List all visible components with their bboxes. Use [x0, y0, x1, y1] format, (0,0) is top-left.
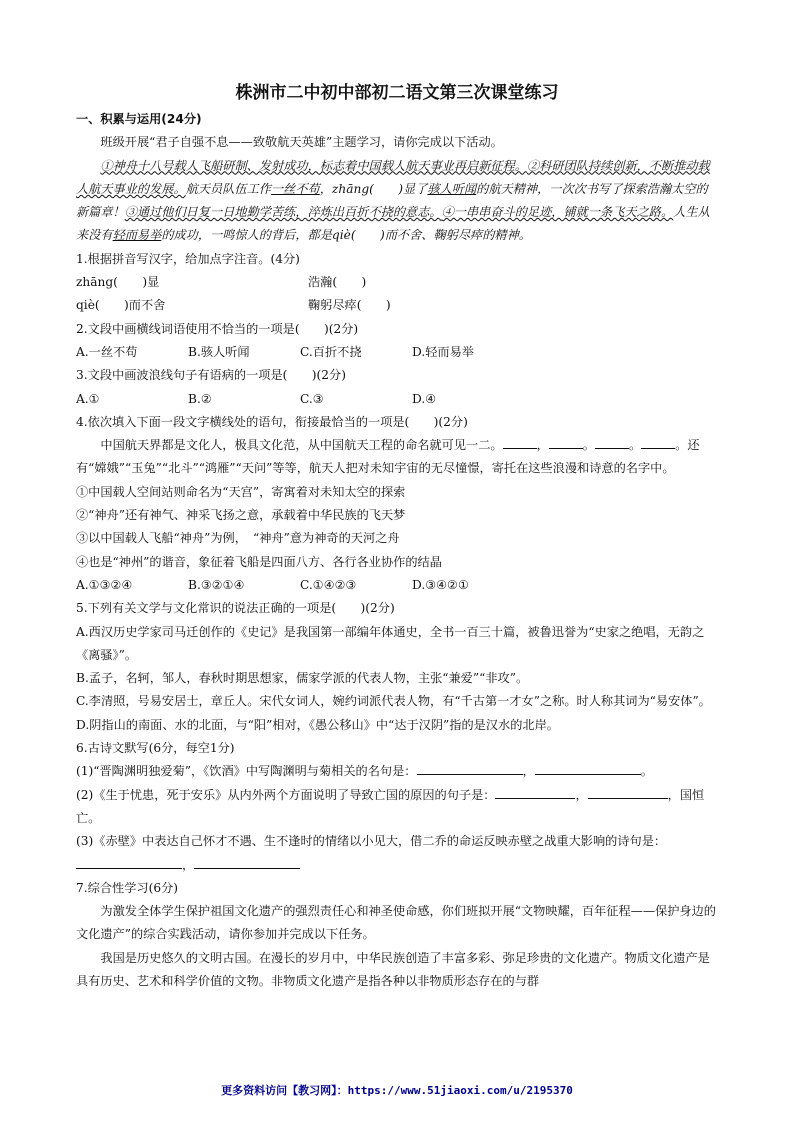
passage-sentence-1: ①神舟十八号载人飞船研制、发射成功，标志着中国载人航天事业再启新征程。 [100, 158, 527, 173]
question-4-paragraph: 中国航天界都是文化人，极具文化范，从中国航天工程的命名就可见一二。 ， 。 。 。还有“嫦娥”“玉兔”“北斗”“鸿雁”“天问”等等，航天人把对未知宇宙的无尽憧憬，寄托在这些浪漫和诗意的名字中。 [76, 434, 716, 481]
question-1-row [76, 294, 716, 317]
underlined-word-2: 骇人听闻 [427, 181, 477, 196]
question-2-stem: 2.文段中画横线词语使用不恰当的一项是( )(2分) [76, 321, 359, 336]
passage [76, 155, 716, 248]
q5-option-a: A.西汉历史学家司马迁创作的《史记》是我国第一部编年体通史，全书一百三十篇，被鲁迅誉为“史家之绝唱，无韵之《离骚》”。 [76, 624, 705, 662]
q4-item: ③以中国载人飞船“神舟”为例， “神舟”意为神奇的天河之舟 [76, 531, 400, 546]
answer-blank[interactable] [641, 434, 675, 449]
question-1-row [76, 271, 716, 294]
footer-link[interactable]: 更多资料访问【教习网】：https://www.51jiaoxi.com/u/2195370 [221, 1084, 573, 1097]
question-4-stem: 4.依次填入下面一段文字横线处的语句，衔接最恰当的一项是( )(2分) [76, 414, 468, 429]
q4-item: ②“神舟”还有神气、神采飞扬之意，承载着中华民族的飞天梦 [76, 508, 406, 523]
option-b: B.② [188, 391, 212, 406]
question-4-options [76, 574, 716, 597]
q4-item: ①中国载人空间站则命名为“天宫”，寄寓着对未知太空的探索 [76, 484, 406, 499]
answer-blank[interactable] [417, 760, 523, 775]
q7-paragraph-2: 我国是历史悠久的文明古国。在漫长的岁月中，中华民族创造了丰富多彩、弥足珍贵的文化遗产。物质文化遗产是具有历史、艺术和科学价值的文物。非物质文化遗产是指各种以非物质形态存在的与群 [76, 950, 710, 988]
answer-blank[interactable] [588, 784, 668, 799]
question-5-stem: 5.下列有关文学与文化常识的说法正确的一项是( )(2分) [76, 601, 395, 616]
passage-text: 人生从来没有 [76, 205, 710, 243]
q1-item-c: qiè( )而不舍 [76, 298, 166, 313]
passage-text: 的航天精神，一次次书写了探索浩瀚太空的新篇章！ [76, 181, 708, 220]
q6-item-3: (3)《赤壁》中表达自己怀才不遇、生不逢时的情绪以小见大，借二乔的命运反映赤壁之战重大影响的诗句是：， [76, 834, 667, 872]
section-heading: 一、积累与运用(24分) [76, 112, 202, 126]
q5-option-b: B.孟子，名轲，邹人，春秋时期思想家，儒家学派的代表人物，主张“兼爱”“非攻”。 [76, 671, 529, 686]
answer-blank[interactable] [549, 434, 583, 449]
question-3-stem: 3.文段中画波浪线句子有语病的一项是( )(2分) [76, 368, 346, 383]
passage-text: 航天员队伍工作 [185, 181, 271, 196]
option-d: D.④ [412, 391, 437, 406]
question-1-stem: 1.根据拼音写汉字，给加点字注音。(4分) [76, 251, 300, 266]
question-2-options [76, 341, 716, 364]
page-title: 株洲市二中初中部初二语文第三次课堂练习 [235, 83, 559, 103]
q5-option-d: D.阴指山的南面、水的北面，与“阳”相对，《愚公移山》中“达于汉阴”指的是汉水的北岸。 [76, 717, 559, 732]
q6-text: 国恒亡。 [76, 787, 705, 825]
option-d: D.轻而易举 [412, 344, 474, 359]
q6-item-2: (2)《生于忧患，死于安乐》从内外两个方面说明了导致亡国的原因的句子是： ， ，国恒亡。 [76, 784, 716, 831]
option-a: A.① [76, 391, 100, 406]
answer-blank[interactable] [495, 784, 575, 799]
option-c: C.③ [300, 391, 324, 406]
answer-blank[interactable] [76, 854, 182, 869]
q6-text: (2)《生于忧患，死于安乐》从内外两个方面说明了导致亡国的原因的句子是： [76, 787, 496, 802]
answer-blank[interactable] [503, 434, 537, 449]
answer-blank[interactable] [595, 434, 629, 449]
q1-item-b: 浩瀚( ) [308, 275, 367, 290]
underlined-word-1: 一丝不苟 [271, 181, 320, 196]
passage-sentence-3: ③通过他们日复一日地勤学苦练，淬炼出百折不挠的意志。 [124, 205, 442, 220]
intro-text: 班级开展“君子自强不息——致敬航天英雄”主题学习，请你完成以下活动。 [100, 135, 503, 150]
answer-blank[interactable] [194, 854, 300, 869]
q6-text: (3)《赤壁》中表达自己怀才不遇、生不逢时的情绪以小见大，借二乔的命运反映赤壁之战重大影响的诗句是： [76, 834, 667, 849]
q4-item: ④也是“神州”的谐音，象征着飞船是四面八方、各行各业协作的结晶 [76, 554, 442, 569]
option-b: B.③②①④ [188, 577, 245, 592]
passage-sentence-2: ②科研团队持续创新，不断推动载人航天事业的发展。 [76, 158, 710, 196]
option-c: C.百折不挠 [300, 344, 362, 359]
q5-option-c: C.李清照，号易安居士，章丘人。宋代女词人，婉约词派代表人物，有“千古第一才女”之称。时人称其词为“易安体”。 [76, 694, 711, 709]
option-a: A.①③②④ [76, 577, 133, 592]
q6-text: (1)“晋陶渊明独爱菊”，《饮酒》中写陶渊明与菊相关的名句是： [76, 764, 417, 779]
document-body [76, 108, 716, 993]
answer-blank[interactable] [535, 760, 641, 775]
q1-item-d: 鞠躬尽瘁( ) [308, 298, 391, 313]
question-3-options [76, 388, 716, 411]
question-7-stem: 7.综合性学习(6分) [76, 880, 179, 895]
option-c: C.①④②③ [300, 577, 357, 592]
passage-text: 的成功，一鸣惊人的背后，都是qiè( )而不舍、鞠躬尽瘁的精神。 [161, 228, 531, 243]
q6-item-1: (1)“晋陶渊明独爱菊”，《饮酒》中写陶渊明与菊相关的名句是： ， 。 [76, 760, 716, 783]
q7-paragraph-1: 为激发全体学生保护祖国文化遗产的强烈责任心和神圣使命感，你们班拟开展“文物映耀，百年征程——保护身边的文化遗产”的综合实践活动，请你参加并完成以下任务。 [76, 904, 716, 942]
passage-text: ，zhāng( )显了 [319, 181, 428, 196]
option-a: A.一丝不苟 [76, 344, 138, 359]
q1-item-a: zhāng( )显 [76, 275, 160, 290]
passage-sentence-4: ④一串串奋斗的足迹，铺就一条飞天之路。 [441, 205, 674, 220]
option-d: D.③④②① [412, 577, 469, 592]
question-6-stem: 6.古诗文默写(6分，每空1分) [76, 741, 235, 756]
option-b: B.骇人听闻 [188, 344, 250, 359]
underlined-word-3: 轻而易举 [112, 228, 162, 243]
q4-text: 还有“嫦娥”“玉兔”“北斗”“鸿雁”“天问”等等，航天人把对未知宇宙的无尽憧憬，寄托在这些浪漫和诗意的名字中。 [76, 438, 700, 476]
q4-text: 中国航天界都是文化人，极具文化范，从中国航天工程的命名就可见一二。 [100, 438, 503, 453]
